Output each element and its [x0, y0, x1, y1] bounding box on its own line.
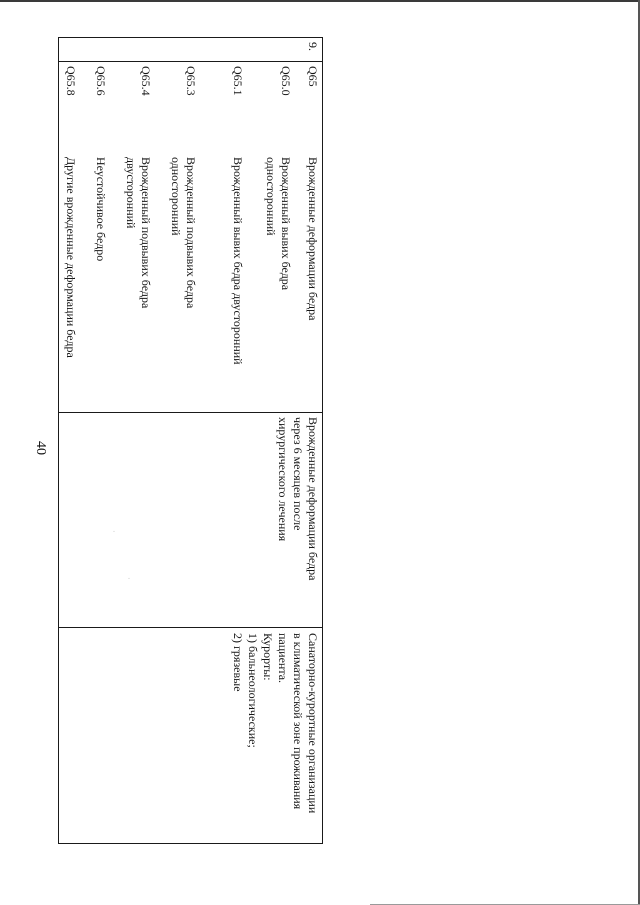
scan-speck: · — [124, 577, 133, 580]
document-table — [58, 37, 323, 844]
resort-recommendation: Санаторно-курортные организации в климатической зоне проживания пациента. Курорты: 1) бальнеологические; 2) грязевые — [231, 633, 320, 814]
table-rotated-body — [58, 37, 323, 844]
page-number: 40 — [33, 441, 48, 455]
row-number: 9. — [306, 42, 320, 51]
column-divider — [58, 61, 323, 62]
icd-code: Q65.6 — [94, 66, 108, 96]
scan-speck: · — [109, 530, 118, 533]
diagnosis: Врожденный подвывих бедра двусторонний — [124, 157, 153, 309]
column-divider — [58, 412, 323, 413]
diagnosis: Врожденный подвывих бедра односторонний — [169, 157, 198, 309]
column-divider — [58, 627, 323, 628]
icd-code: Q65.1 — [231, 66, 245, 96]
diagnosis: Врожденный вывих бедра двусторонний — [231, 157, 245, 365]
diagnosis: Другие врожденные деформации бедра — [64, 157, 78, 358]
diagnosis: Неустойчивое бедро — [94, 157, 108, 262]
diagnosis: Врожденные деформации бедра — [306, 157, 320, 321]
icd-code: Q65 — [306, 66, 320, 87]
treatment-indication: Врожденные деформации бедра через 6 месяцев после хирургического лечения — [276, 417, 320, 581]
icd-code: Q65.8 — [64, 66, 78, 96]
icd-code: Q65.4 — [139, 66, 153, 96]
scan-edge-top — [0, 0, 640, 2]
diagnosis: Врожденный вывих бедра односторонний — [264, 157, 293, 291]
icd-code: Q65.3 — [184, 66, 198, 96]
icd-code: Q65.0 — [279, 66, 293, 96]
